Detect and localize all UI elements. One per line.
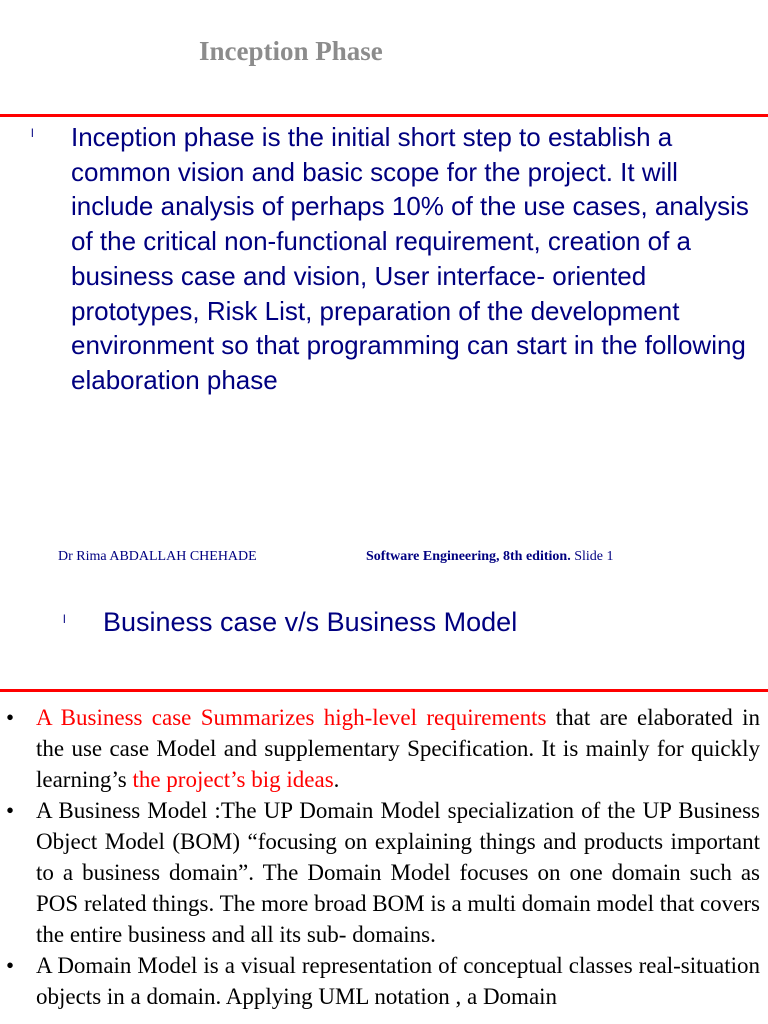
bullet-dot: • bbox=[6, 705, 15, 730]
bullet-marker: l bbox=[63, 612, 66, 626]
list-item-text: A Business Model :The UP Domain Model specialization of the UP Business Object Model (BOM) “focusing on explaining things and products important to a business domain”. The Domain Model focuses on one domain such as POS related things. The more broad BOM is a multi domain model that covers the entire business and all its sub- domains. bbox=[36, 798, 760, 947]
list-item bbox=[0, 702, 768, 795]
bullet-dot: • bbox=[6, 798, 15, 823]
bullet-marker: l bbox=[31, 126, 34, 140]
title-divider bbox=[0, 689, 768, 692]
highlight-text: the project’s big ideas bbox=[132, 767, 334, 792]
footer-book-info bbox=[366, 549, 613, 565]
footer-book-title: Software Engineering, 8th edition. bbox=[366, 549, 571, 564]
list-item bbox=[0, 950, 768, 1012]
slide-title: Inception Phase bbox=[199, 36, 383, 66]
bullet-list bbox=[0, 702, 768, 1012]
highlight-text: A Business case Summarizes high-level requirements bbox=[36, 705, 547, 730]
slide-body-text: Inception phase is the initial short step to establish a common vision and basic scope for the project. It will include analysis of perhaps 10% of the use cases, analysis of the critical non-functional requirement, creation of a business case and vision, User interface- oriented prototypes, Risk List, preparation of the development environment so that programming can start in the following elaboration phase bbox=[71, 122, 749, 395]
list-item-text: that are elaborated in the use case Model and supplementary Specification. It is mainly for quickly learning’s bbox=[36, 705, 761, 792]
list-item-end: . bbox=[333, 767, 340, 792]
list-item-text: A Domain Model is a visual representation of conceptual classes real-situation objects in a domain. Applying UML notation , a Domain bbox=[36, 953, 760, 1009]
footer-author: Dr Rima ABDALLAH CHEHADE bbox=[58, 549, 257, 564]
list-item bbox=[0, 795, 768, 950]
footer-slide-label: Slide bbox=[574, 549, 603, 564]
slide-title: Business case v/s Business Model bbox=[103, 607, 518, 637]
title-divider bbox=[0, 114, 768, 117]
footer-slide-number: 1 bbox=[606, 549, 614, 564]
bullet-dot: • bbox=[6, 953, 15, 978]
